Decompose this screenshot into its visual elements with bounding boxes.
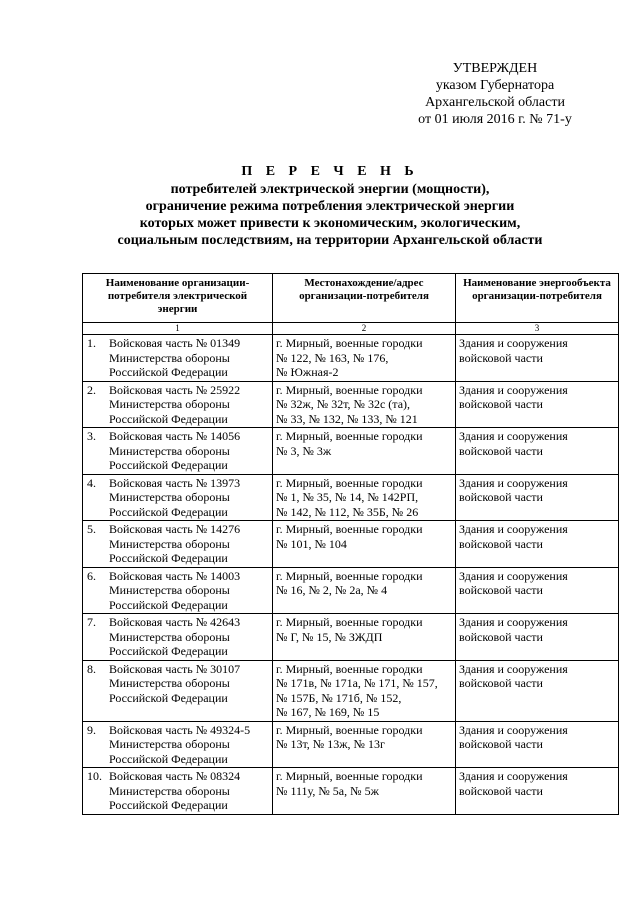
header-organization: Наименование организации-потребителя электрической энергии (83, 274, 273, 323)
address-line: № 33, № 132, № 133, № 121 (276, 411, 418, 426)
address-cell (273, 428, 456, 475)
address-line: № 122, № 163, № 176, (276, 350, 389, 365)
address-line: г. Мирный, военные городки (276, 522, 423, 536)
address-line: № 16, № 2, № 2а, № 4 (276, 583, 388, 597)
object-line: Здания и сооружения (459, 769, 568, 783)
approval-stamp (390, 60, 600, 128)
organization-name-line: Войсковая часть № 42643 (109, 615, 241, 629)
organization-name-line: Министерства обороны (109, 583, 230, 597)
table-row (83, 660, 619, 721)
table-header-row (83, 274, 619, 323)
row-number: 10. (87, 769, 102, 783)
consumers-table (82, 273, 619, 815)
organization-name-line: Министерства обороны (109, 676, 230, 690)
address-line: № 13т, № 13ж, № 13г (276, 737, 385, 751)
address-line: г. Мирный, военные городки (276, 475, 423, 490)
column-number: 3 (456, 323, 619, 335)
organization-name-line: Российской Федерации (109, 690, 228, 705)
object-line: войсковой части (459, 443, 543, 458)
organization-name-line: Российской Федерации (109, 597, 228, 612)
organization-name-line: Войсковая часть № 08324 (109, 769, 241, 783)
header-object: Наименование энергообъекта организации-потребителя (456, 274, 619, 323)
address-cell (273, 521, 456, 568)
object-line: войсковой части (459, 629, 543, 644)
column-number-row (83, 323, 619, 335)
address-line: г. Мирный, военные городки (276, 769, 423, 783)
organization-name-line: Войсковая часть № 25922 (109, 382, 241, 397)
organization-cell (83, 768, 273, 815)
address-line: № 167, № 169, № 15 (276, 705, 380, 719)
address-line: г. Мирный, военные городки (276, 336, 423, 350)
table-row (83, 721, 619, 768)
object-line: войсковой части (459, 583, 543, 597)
organization-name-line: Министерства обороны (109, 536, 230, 551)
title-line: ограничение режима потребления электрической энергии (145, 199, 515, 214)
title-line: потребителей электрической энергии (мощности), (170, 182, 490, 197)
address-line: № 32ж, № 32т, № 32с (та), (276, 397, 411, 411)
table-row (83, 521, 619, 568)
object-line: Здания и сооружения (459, 382, 568, 397)
organization-cell (83, 567, 273, 614)
approval-date: от 01 июля 2016 г. № 71-у (418, 112, 572, 127)
address-cell (273, 614, 456, 661)
organization-name-line: Российской Федерации (109, 798, 228, 812)
organization-name-line: Российской Федерации (109, 458, 228, 472)
object-cell (456, 474, 619, 521)
organization-name-line: Войсковая часть № 14056 (109, 429, 241, 443)
address-line: № Г, № 15, № ЗЖДП (276, 629, 383, 644)
approval-title: УТВЕРЖДЕН (452, 61, 538, 76)
object-cell (456, 335, 619, 382)
address-line: № Южная-2 (276, 365, 339, 379)
address-line: г. Мирный, военные городки (276, 722, 423, 737)
address-line: № 1, № 35, № 14, № 142РП, (276, 490, 419, 504)
object-line: Здания и сооружения (459, 568, 568, 583)
object-line: войсковой части (459, 737, 543, 751)
table-row (83, 381, 619, 428)
address-cell (273, 381, 456, 428)
address-line: г. Мирный, военные городки (276, 429, 423, 443)
address-line: № 171в, № 171а, № 171, № 157, (276, 676, 438, 690)
address-line: № 111у, № 5а, № 5ж (276, 783, 379, 798)
object-line: Здания и сооружения (459, 522, 568, 536)
organization-cell (83, 721, 273, 768)
organization-name-line: Министерства обороны (109, 737, 230, 751)
title-heading: П Е Р Е Ч Е Н Ь (241, 164, 419, 179)
title-line: которых может привести к экономическим, экологическим, (139, 216, 521, 231)
object-cell (456, 521, 619, 568)
object-line: войсковой части (459, 397, 543, 411)
organization-cell (83, 521, 273, 568)
row-number: 9. (87, 722, 96, 737)
address-line: № 157Б, № 171б, № 152, (276, 690, 402, 705)
address-cell (273, 768, 456, 815)
row-number: 7. (87, 615, 96, 629)
address-cell (273, 721, 456, 768)
address-line: г. Мирный, военные городки (276, 568, 423, 583)
address-line: № 3, № 3ж (276, 443, 332, 458)
organization-cell (83, 381, 273, 428)
organization-cell (83, 428, 273, 475)
organization-name-line: Министерства обороны (109, 783, 230, 798)
object-line: войсковой части (459, 783, 543, 798)
table-row (83, 614, 619, 661)
address-line: № 142, № 112, № 35Б, № 26 (276, 504, 419, 519)
organization-name-line: Российской Федерации (109, 411, 228, 426)
table-row (83, 474, 619, 521)
organization-name-line: Войсковая часть № 01349 (109, 336, 241, 350)
organization-name-line: Войсковая часть № 14003 (109, 568, 241, 583)
object-line: Здания и сооружения (459, 429, 568, 443)
object-cell (456, 381, 619, 428)
row-number: 4. (87, 475, 96, 490)
object-line: войсковой части (459, 350, 543, 365)
address-line: г. Мирный, военные городки (276, 661, 423, 676)
organization-name-line: Министерства обороны (109, 490, 230, 504)
organization-name-line: Министерства обороны (109, 443, 230, 458)
address-cell (273, 474, 456, 521)
object-line: Здания и сооружения (459, 722, 568, 737)
object-cell (456, 567, 619, 614)
organization-name-line: Министерства обороны (109, 629, 230, 644)
object-line: Здания и сооружения (459, 615, 568, 629)
table-row (83, 428, 619, 475)
organization-cell (83, 660, 273, 721)
organization-cell (83, 474, 273, 521)
header-address: Местонахождение/адрес организации-потребителя (273, 274, 456, 323)
column-number: 1 (83, 323, 273, 335)
organization-name-line: Российской Федерации (109, 751, 228, 766)
organization-name-line: Российской Федерации (109, 365, 228, 379)
organization-name-line: Войсковая часть № 30107 (109, 661, 241, 676)
organization-cell (83, 335, 273, 382)
organization-name-line: Российской Федерации (109, 551, 228, 565)
title-line: социальным последствиям, на территории Архангельской области (117, 233, 543, 248)
organization-name-line: Российской Федерации (109, 644, 228, 658)
organization-name-line: Войсковая часть № 14276 (109, 522, 241, 536)
object-line: Здания и сооружения (459, 336, 568, 350)
address-cell (273, 660, 456, 721)
object-line: войсковой части (459, 676, 543, 690)
organization-name-line: Министерства обороны (109, 350, 230, 365)
object-cell (456, 768, 619, 815)
organization-name-line: Войсковая часть № 49324-5 (109, 722, 251, 737)
organization-name-line: Министерства обороны (109, 397, 230, 411)
object-cell (456, 428, 619, 475)
row-number: 5. (87, 522, 96, 536)
row-number: 2. (87, 382, 96, 397)
row-number: 6. (87, 568, 96, 583)
address-line: г. Мирный, военные городки (276, 382, 423, 397)
table-row (83, 335, 619, 382)
column-number: 2 (273, 323, 456, 335)
address-cell (273, 335, 456, 382)
address-line: г. Мирный, военные городки (276, 615, 423, 629)
row-number: 8. (87, 661, 96, 676)
object-line: Здания и сооружения (459, 475, 568, 490)
table-row (83, 567, 619, 614)
object-line: войсковой части (459, 490, 543, 504)
object-line: Здания и сооружения (459, 661, 568, 676)
object-cell (456, 660, 619, 721)
object-cell (456, 721, 619, 768)
row-number: 3. (87, 429, 96, 443)
object-line: войсковой части (459, 536, 543, 551)
table-row (83, 768, 619, 815)
object-cell (456, 614, 619, 661)
row-number: 1. (87, 336, 96, 350)
address-line: № 101, № 104 (276, 536, 347, 551)
organization-name-line: Российской Федерации (109, 504, 228, 519)
approval-line: Архангельской области (425, 95, 565, 110)
address-cell (273, 567, 456, 614)
approval-line: указом Губернатора (435, 78, 555, 93)
organization-cell (83, 614, 273, 661)
organization-name-line: Войсковая часть № 13973 (109, 475, 241, 490)
document-title (60, 162, 600, 249)
